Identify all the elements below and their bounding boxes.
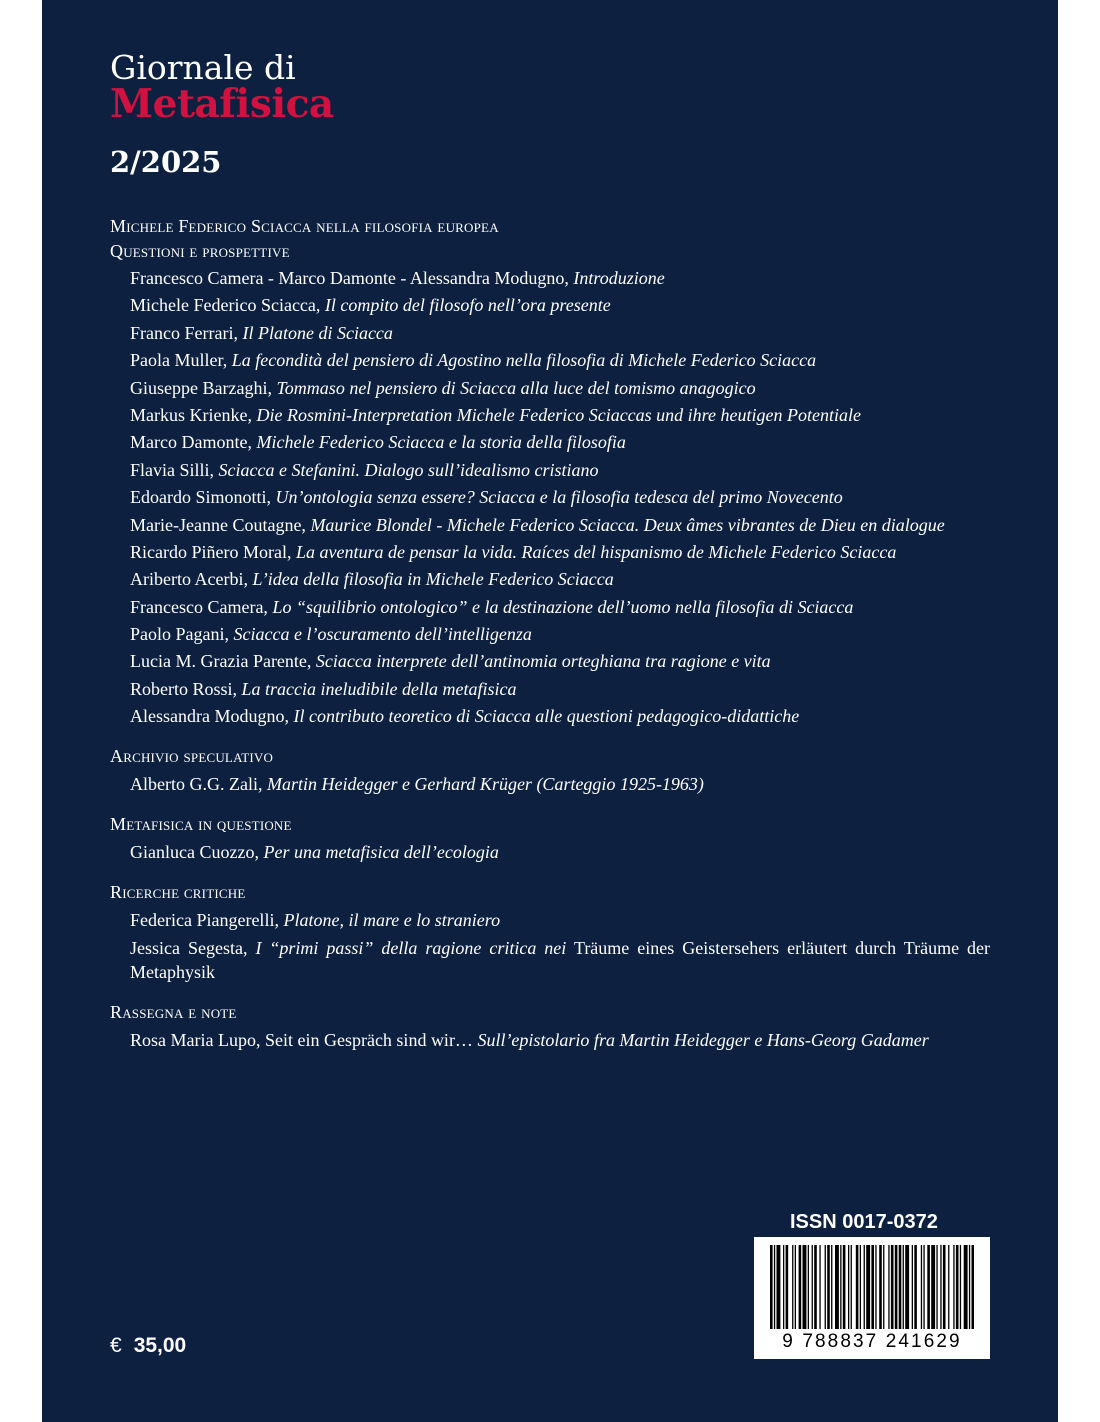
section-entries <box>130 908 990 984</box>
entry-title: Un’ontologia senza essere? Sciacca e la filosofia tedesca del primo Novecento <box>275 487 843 508</box>
toc-entry <box>130 266 990 291</box>
issue-number: 2/2025 <box>110 145 222 179</box>
entry-title: Per una metafisica dell’ecologia <box>263 842 499 863</box>
entry-author: Flavia Silli, <box>130 459 215 480</box>
toc-entry <box>130 513 990 538</box>
entry-title: Il compito del filosofo nell’ora presente <box>324 295 611 316</box>
entry-title: Sciacca e l’oscuramento dell’intelligenza <box>233 624 532 645</box>
section-title: Rassegna e note <box>110 1001 237 1022</box>
barcode-number: 9 788837 241629 <box>782 1331 962 1352</box>
price-value: 35,00 <box>133 1334 187 1357</box>
entry-author: Edoardo Simonotti, <box>130 487 271 508</box>
entry-author: Ariberto Acerbi, <box>130 569 248 590</box>
entry-title: La traccia ineludibile della metafisica <box>241 678 517 699</box>
journal-title-line1: Giornale di <box>110 48 296 87</box>
section-title: Metafisica in questione <box>110 813 292 834</box>
entry-title: Lo “squilibrio ontologico” e la destinazione dell’uomo nella filosofia di Sciacca <box>272 596 854 617</box>
toc-entry <box>130 567 990 592</box>
entry-title: Il Platone di Sciacca <box>242 322 393 343</box>
table-of-contents <box>110 214 990 1056</box>
section-rassegna <box>110 1000 990 1053</box>
entry-author: Marie-Jeanne Coutagne, <box>130 514 306 535</box>
entry-author: Rosa Maria Lupo, Seit ein Gespräch sind wir… <box>130 1030 473 1051</box>
price-currency: € <box>110 1334 122 1357</box>
entry-author: Federica Piangerelli, <box>130 910 279 931</box>
entry-title-tail: Träume eines Geistersehers erläutert durch Träume der Metaphysik <box>130 937 991 983</box>
section-title: Archivio speculativo <box>110 745 274 766</box>
section-ricerche <box>110 880 990 985</box>
entry-author: Paola Muller, <box>130 350 228 371</box>
toc-entry <box>130 376 990 401</box>
toc-entry <box>130 595 990 620</box>
entry-title: Sull’epistolario fra Martin Heidegger e Hans-Georg Gadamer <box>477 1030 929 1051</box>
toc-entry <box>130 458 990 483</box>
toc-entry <box>130 293 990 318</box>
entry-author: Franco Ferrari, <box>130 322 238 343</box>
entry-author: Francesco Camera, <box>130 596 268 617</box>
toc-entry <box>130 649 990 674</box>
entry-title: Platone, il mare e lo straniero <box>283 910 501 931</box>
entry-author: Michele Federico Sciacca, <box>130 295 321 316</box>
toc-entry <box>130 540 990 565</box>
entry-author: Jessica Segesta, <box>130 937 248 958</box>
toc-entry <box>130 908 990 933</box>
journal-title-line2: Metafisica <box>110 81 334 127</box>
entry-author: Giuseppe Barzaghi, <box>130 377 272 398</box>
entry-title: Sciacca interprete dell’antinomia orteghiana tra ragione e vita <box>315 651 771 672</box>
toc-entry <box>130 403 990 428</box>
section-entries <box>130 772 990 797</box>
barcode <box>754 1237 990 1359</box>
entry-title: Introduzione <box>573 268 665 288</box>
toc-entry <box>130 430 990 455</box>
section-title: Ricerche critiche <box>110 881 246 902</box>
toc-entry <box>130 936 990 985</box>
entry-title: Maurice Blondel - Michele Federico Sciacca. Deux âmes vibrantes de Dieu en dialogue <box>310 514 945 535</box>
entry-author: Alessandra Modugno, <box>130 706 289 727</box>
section-title: Michele Federico Sciacca nella filosofia europea <box>110 216 499 236</box>
price <box>110 1334 186 1358</box>
entry-title: Michele Federico Sciacca e la storia della filosofia <box>256 432 626 453</box>
entry-author: Alberto G.G. Zali, <box>130 774 263 795</box>
entry-author: Paolo Pagani, <box>130 624 229 645</box>
toc-entry <box>130 677 990 702</box>
section-entries <box>130 840 990 865</box>
entry-author: Francesco Camera - Marco Damonte - Alessandra Modugno, <box>130 268 569 288</box>
barcode-bars <box>770 1245 974 1329</box>
entry-author: Markus Krienke, <box>130 404 252 425</box>
section-subtitle: Questioni e prospettive <box>110 240 290 261</box>
toc-entry <box>130 704 990 729</box>
section-archivio <box>110 744 990 797</box>
entry-author: Roberto Rossi, <box>130 678 238 699</box>
entry-title: L’idea della filosofia in Michele Federico Sciacca <box>252 569 614 590</box>
entry-title: La aventura de pensar la vida. Raíces del hispanismo de Michele Federico Sciacca <box>295 541 897 562</box>
section-entries <box>130 1028 990 1053</box>
entry-title: I “primi passi” della ragione critica nei <box>255 937 567 958</box>
entry-author: Ricardo Piñero Moral, <box>130 541 292 562</box>
entry-title: Tommaso nel pensiero di Sciacca alla luce del tomismo anagogico <box>276 377 756 398</box>
toc-entry <box>130 772 990 797</box>
toc-entry <box>130 348 990 373</box>
entry-author: Lucia M. Grazia Parente, <box>130 651 312 672</box>
entry-title: Il contributo teoretico di Sciacca alle questioni pedagogico-didattiche <box>293 706 800 727</box>
toc-entry <box>130 1028 990 1053</box>
toc-entry <box>130 622 990 647</box>
section-entries <box>130 266 990 729</box>
toc-entry <box>130 321 990 346</box>
entry-author: Gianluca Cuozzo, <box>130 842 259 863</box>
entry-title: Die Rosmini-Interpretation Michele Federico Sciaccas und ihre heutigen Potentiale <box>256 404 861 425</box>
journal-back-cover <box>42 0 1058 1422</box>
toc-entry <box>130 840 990 865</box>
entry-author: Marco Damonte, <box>130 432 252 453</box>
section-metafisica <box>110 812 990 865</box>
entry-title: Sciacca e Stefanini. Dialogo sull’idealismo cristiano <box>218 459 599 480</box>
issn-label: ISSN 0017-0372 <box>790 1211 938 1233</box>
toc-entry <box>130 485 990 510</box>
entry-title: La fecondità del pensiero di Agostino nella filosofia di Michele Federico Sciacca <box>231 350 817 371</box>
entry-title: Martin Heidegger e Gerhard Krüger (Carteggio 1925-1963) <box>266 774 704 795</box>
